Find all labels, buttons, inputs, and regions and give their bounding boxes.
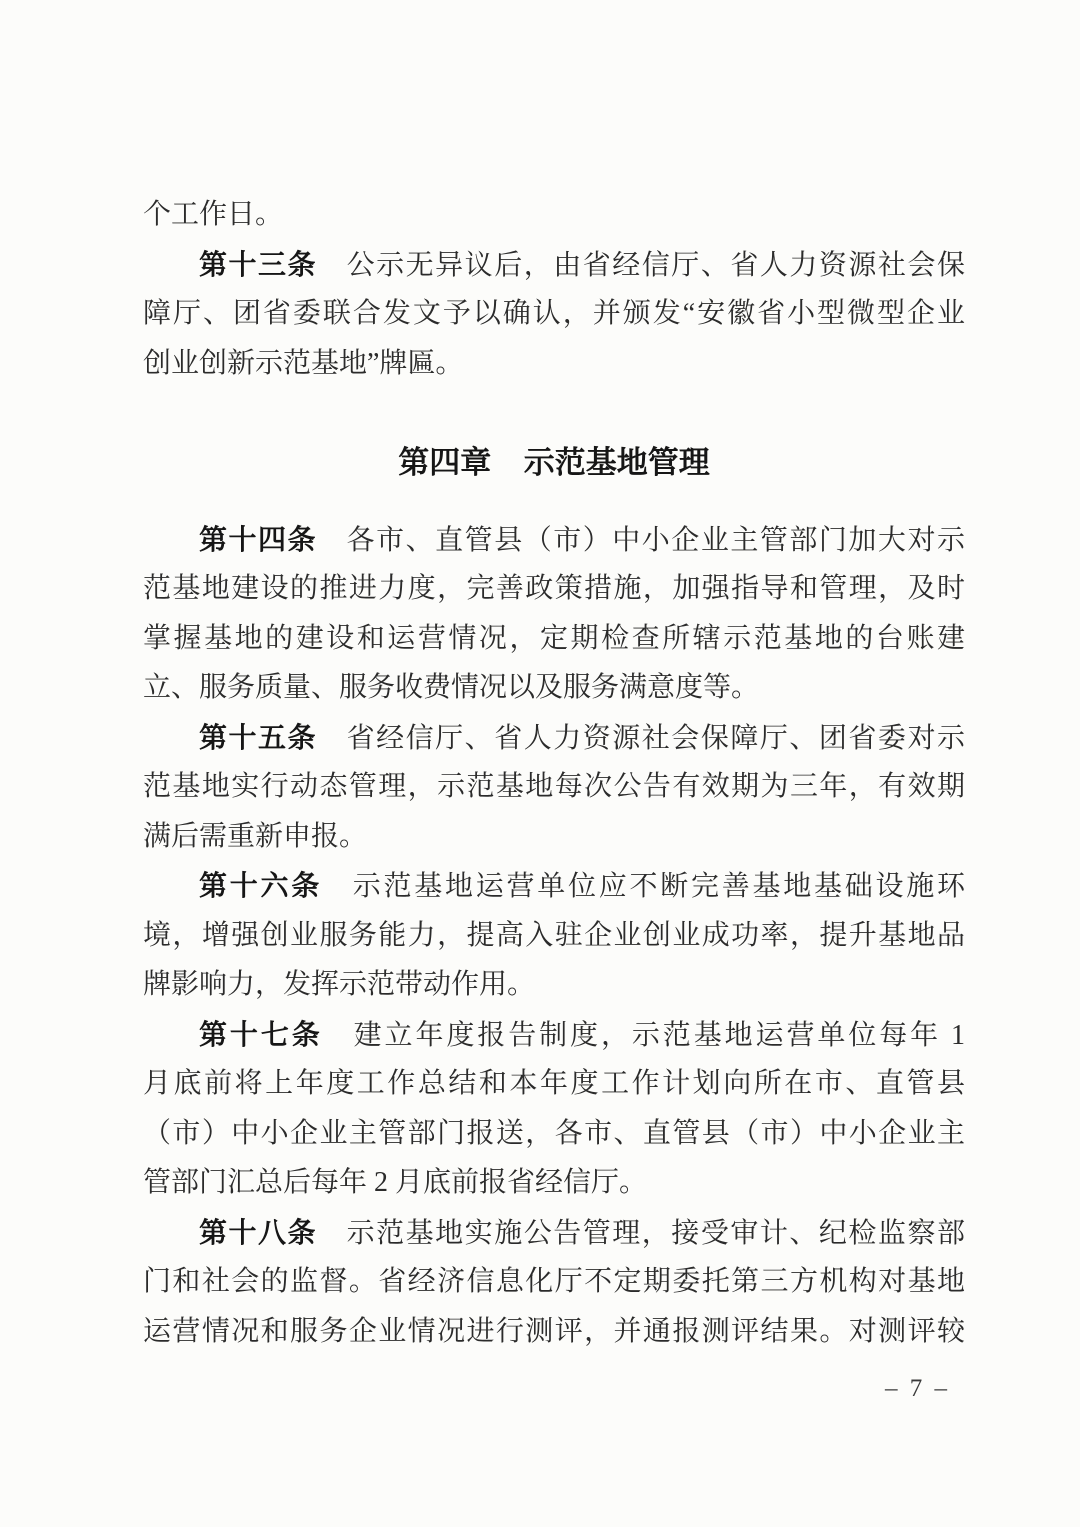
text-segment: 示范基地实施公告管理，接受审计、纪检监察部 [317,1217,965,1249]
text-line [143,190,965,240]
text-segment: 公示无异议后，由省经信厅、省人力资源社会保 [317,249,965,281]
text-line [143,1059,965,1109]
text-segment: 境，增强创业服务能力，提高入驻企业创业成功率，提升基地品 [143,919,965,951]
text-segment: 范基地实行动态管理，示范基地每次公告有效期为三年，有效期 [143,771,965,802]
article-start-line [143,1208,965,1258]
text-line [143,960,965,1010]
text-line [143,339,965,389]
article-number: 第十八条 [199,1216,318,1248]
chapter-title: 示范基地管理 [523,445,710,480]
document-body [143,190,965,1356]
text-segment: 立、服务质量、服务收费情况以及服务满意度等。 [143,672,760,703]
text-segment: （市）中小企业主管部门报送，各市、直管县（市）中小企业主 [143,1117,965,1149]
article-number: 第十三条 [199,248,318,280]
text-segment: 示范基地运营单位应不断完善基地基础设施环 [322,871,965,902]
text-segment: 运营情况和服务企业情况进行测评，并通报测评结果。对测评较 [143,1315,965,1347]
text-segment: 月底前将上年度工作总结和本年度工作计划向所在市、直管县 [143,1068,965,1099]
chapter-heading [143,436,965,490]
text-line [143,1109,965,1159]
text-segment: 个工作日。 [143,199,284,230]
article-start-line [143,515,965,565]
article-start-line [143,240,965,290]
text-line [143,762,965,812]
text-segment: 门和社会的监督。省经济信息化厅不定期委托第三方机构对基地 [143,1266,965,1297]
text-line [143,564,965,614]
page-number: – 7 – [885,1375,950,1402]
text-line [143,1257,965,1307]
text-line [143,1307,965,1357]
text-segment: 掌握基地的建设和运营情况，定期检查所辖示范基地的台账建 [143,622,965,654]
text-line [143,911,965,961]
text-line [143,614,965,664]
text-segment: 满后需重新申报。 [143,820,368,852]
text-segment: 建立年度报告制度，示范基地运营单位每年 1 [322,1019,965,1051]
text-line [143,1158,965,1208]
text-segment: 范基地建设的推进力度，完善政策措施，加强指导和管理，及时 [143,573,965,604]
article-number: 第十六条 [199,870,322,901]
text-segment: 管部门汇总后每年 2 月底前报省经信厅。 [143,1167,648,1198]
article-start-line [143,713,965,763]
text-line [143,812,965,862]
article-number: 第十七条 [199,1018,323,1050]
text-segment: 创业创新示范基地”牌匾。 [143,347,464,379]
text-segment: 障厅、团省委联合发文予以确认，并颁发“安徽省小型微型企业 [143,298,965,329]
text-segment: 牌影响力，发挥示范带动作用。 [143,969,536,1000]
chapter-number: 第四章 [398,445,492,480]
article-number: 第十五条 [199,721,318,753]
text-segment: 各市、直管县（市）中小企业主管部门加大对示 [317,524,965,556]
text-line [143,663,965,713]
text-line [143,289,965,339]
article-start-line [143,1010,965,1060]
article-number: 第十四条 [199,523,318,555]
article-start-line [143,861,965,911]
text-segment: 省经信厅、省人力资源社会保障厅、团省委对示 [317,722,965,754]
